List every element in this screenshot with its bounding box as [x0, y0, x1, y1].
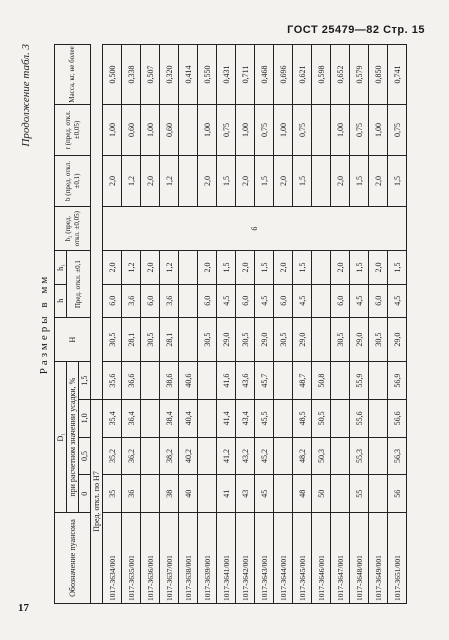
table-row — [350, 45, 369, 604]
cell-h1: 1,2 — [122, 251, 141, 284]
cell-d15: 43,6 — [236, 362, 255, 400]
cell-m: 0,579 — [350, 45, 369, 105]
cell-d15: 35,6 — [103, 362, 122, 400]
cell-h: 6,0 — [331, 284, 350, 317]
cell-d0: 43 — [236, 475, 255, 513]
cell-m: 0,621 — [293, 45, 312, 105]
col-h2: h₂ (пред. откл. ±0,05) — [55, 206, 91, 250]
table-row — [160, 45, 179, 604]
cell-d0: 50 — [312, 475, 331, 513]
cell-b: 2,0 — [331, 155, 350, 206]
cell-code: 1017-3636/001 — [141, 513, 160, 604]
cell-b: 1,5 — [293, 155, 312, 206]
col-r: r (пред. откл. ±0,05) — [55, 104, 91, 155]
cell-h1: 1,5 — [293, 251, 312, 284]
cell-d15: 55,9 — [350, 362, 369, 400]
cell-d10: 36,4 — [122, 399, 141, 437]
cell-d10 — [198, 399, 217, 437]
cell-h1: 1,5 — [255, 251, 274, 284]
cell-d0 — [331, 475, 350, 513]
cell-d0: 36 — [122, 475, 141, 513]
table-row — [255, 45, 274, 604]
cell-d05: 40,2 — [179, 437, 198, 475]
table-row — [388, 45, 407, 604]
cell-m: 0,507 — [141, 45, 160, 105]
cell-d05 — [274, 437, 293, 475]
cell-h1: 2,0 — [141, 251, 160, 284]
cell-d0: 41 — [217, 475, 236, 513]
col-d1: D₁ — [55, 362, 67, 513]
cell-h — [312, 284, 331, 317]
cell-b — [179, 155, 198, 206]
cell-r: 1,00 — [141, 104, 160, 155]
cell-code: 1017-3639/001 — [198, 513, 217, 604]
cell-h1 — [179, 251, 198, 284]
cell-m: 0,696 — [274, 45, 293, 105]
col-shrink: при расчетном значении усадки, % — [67, 362, 79, 513]
table-row — [198, 45, 217, 604]
cell-code: 1017-3638/001 — [179, 513, 198, 604]
cell-d15 — [141, 362, 160, 400]
cell-d05: 43,2 — [236, 437, 255, 475]
cell-code: 1017-3649/001 — [369, 513, 388, 604]
cell-code: 1017-3647/001 — [331, 513, 350, 604]
cell-H — [312, 317, 331, 361]
rotated-table-block — [20, 44, 428, 604]
cell-H: 30,5 — [331, 317, 350, 361]
table-row — [141, 45, 160, 604]
cell-h1 — [312, 251, 331, 284]
cell-h1: 1,5 — [350, 251, 369, 284]
cell-d10: 45,5 — [255, 399, 274, 437]
cell-d05: 45,2 — [255, 437, 274, 475]
table-body — [103, 45, 407, 604]
cell-d15 — [331, 362, 350, 400]
col-h: h — [55, 284, 67, 317]
cell-b: 1,5 — [255, 155, 274, 206]
cell-d05: 36,2 — [122, 437, 141, 475]
cell-d10: 56,6 — [388, 399, 407, 437]
cell-d05 — [369, 437, 388, 475]
cell-h1: 2,0 — [103, 251, 122, 284]
cell-h1: 1,5 — [388, 251, 407, 284]
col-shrink-15: 1,5 — [79, 362, 91, 400]
col-shrink-0: 0 — [79, 475, 91, 513]
cell-d10: 35,4 — [103, 399, 122, 437]
cell-r: 0,75 — [217, 104, 236, 155]
cell-r: 1,00 — [103, 104, 122, 155]
cell-b: 1,5 — [350, 155, 369, 206]
cell-d15: 56,9 — [388, 362, 407, 400]
cell-d15 — [274, 362, 293, 400]
table-row — [312, 45, 331, 604]
cell-d0 — [369, 475, 388, 513]
cell-b: 2,0 — [198, 155, 217, 206]
cell-r: 1,00 — [331, 104, 350, 155]
cell-H: 28,1 — [160, 317, 179, 361]
cell-r: 0,75 — [255, 104, 274, 155]
cell-d10 — [331, 399, 350, 437]
cell-H: 30,5 — [236, 317, 255, 361]
cell-d15: 41,6 — [217, 362, 236, 400]
table-row — [217, 45, 236, 604]
cell-d05 — [141, 437, 160, 475]
cell-code: 1017-3645/001 — [293, 513, 312, 604]
col-b: b (пред. откл. ±0,1) — [55, 155, 91, 206]
table-row — [274, 45, 293, 604]
cell-d10: 50,5 — [312, 399, 331, 437]
cell-h: 4,5 — [293, 284, 312, 317]
col-H: H — [55, 317, 91, 361]
cell-h1: 2,0 — [236, 251, 255, 284]
cell-r: 1,00 — [274, 104, 293, 155]
cell-H: 30,5 — [141, 317, 160, 361]
cell-d10 — [141, 399, 160, 437]
cell-b: 1,5 — [217, 155, 236, 206]
cell-h: 4,5 — [350, 284, 369, 317]
cell-d05 — [198, 437, 217, 475]
cell-h1: 1,2 — [160, 251, 179, 284]
cell-d10: 55,6 — [350, 399, 369, 437]
cell-h — [179, 284, 198, 317]
cell-m: 0,320 — [160, 45, 179, 105]
cell-H — [179, 317, 198, 361]
table-row — [369, 45, 388, 604]
table-row — [179, 45, 198, 604]
cell-H: 29,0 — [388, 317, 407, 361]
col-h1: h₁ — [55, 251, 67, 284]
dimensions-title: Размеры в мм — [38, 273, 50, 375]
cell-H: 28,1 — [122, 317, 141, 361]
cell-d0 — [198, 475, 217, 513]
cell-h: 3,6 — [122, 284, 141, 317]
col-h-tolerance: Пред. откл. ±0,1 — [67, 251, 91, 318]
cell-h1: 2,0 — [369, 251, 388, 284]
cell-d0 — [141, 475, 160, 513]
cell-d0 — [274, 475, 293, 513]
cell-d10 — [369, 399, 388, 437]
cell-h: 4,5 — [255, 284, 274, 317]
cell-r: 1,00 — [369, 104, 388, 155]
cell-H: 30,5 — [369, 317, 388, 361]
cell-d15: 36,6 — [122, 362, 141, 400]
cell-code: 1017-3637/001 — [160, 513, 179, 604]
col-shrink-05: 0,5 — [79, 437, 91, 475]
cell-d05: 56,3 — [388, 437, 407, 475]
cell-d10: 41,4 — [217, 399, 236, 437]
cell-d10: 43,4 — [236, 399, 255, 437]
cell-b: 1,2 — [122, 155, 141, 206]
cell-d05: 48,2 — [293, 437, 312, 475]
cell-r — [179, 104, 198, 155]
cell-b: 2,0 — [103, 155, 122, 206]
cell-h: 6,0 — [103, 284, 122, 317]
cell-m: 0,850 — [369, 45, 388, 105]
cell-r: 1,00 — [198, 104, 217, 155]
cell-d0: 40 — [179, 475, 198, 513]
cell-d0: 45 — [255, 475, 274, 513]
cell-h: 3,6 — [160, 284, 179, 317]
cell-code: 1017-3641/001 — [217, 513, 236, 604]
cell-d05: 41,2 — [217, 437, 236, 475]
cell-h: 6,0 — [141, 284, 160, 317]
cell-H: 29,0 — [217, 317, 236, 361]
cell-h: 4,5 — [388, 284, 407, 317]
cell-m: 0,741 — [388, 45, 407, 105]
table-row — [103, 45, 122, 604]
cell-code: 1017-3634/001 — [103, 513, 122, 604]
cell-d05: 38,2 — [160, 437, 179, 475]
cell-d0: 56 — [388, 475, 407, 513]
col-tolerance: Пред. откл. по Н7 — [91, 399, 103, 603]
cell-m: 0,414 — [179, 45, 198, 105]
cell-r: 0,75 — [293, 104, 312, 155]
cell-r: 0,60 — [160, 104, 179, 155]
cell-code: 1017-3648/001 — [350, 513, 369, 604]
cell-h1: 2,0 — [331, 251, 350, 284]
cell-H: 30,5 — [274, 317, 293, 361]
cell-r: 0,75 — [388, 104, 407, 155]
cell-code: 1017-3643/001 — [255, 513, 274, 604]
cell-m: 0,431 — [217, 45, 236, 105]
cell-H: 29,0 — [350, 317, 369, 361]
cell-d0: 55 — [350, 475, 369, 513]
cell-d05: 50,3 — [312, 437, 331, 475]
cell-h: 6,0 — [236, 284, 255, 317]
cell-d15: 45,7 — [255, 362, 274, 400]
cell-H: 29,0 — [293, 317, 312, 361]
cell-H: 30,5 — [198, 317, 217, 361]
cell-m: 0,550 — [198, 45, 217, 105]
cell-r — [312, 104, 331, 155]
cell-d05: 35,2 — [103, 437, 122, 475]
cell-m: 0,598 — [312, 45, 331, 105]
cell-h: 4,5 — [217, 284, 236, 317]
cell-code: 1017-3642/001 — [236, 513, 255, 604]
cell-d05 — [331, 437, 350, 475]
cell-b — [312, 155, 331, 206]
cell-d0: 48 — [293, 475, 312, 513]
cell-m: 0,468 — [255, 45, 274, 105]
cell-d15: 40,6 — [179, 362, 198, 400]
cell-code: 1017-3651/001 — [388, 513, 407, 604]
cell-d10: 38,4 — [160, 399, 179, 437]
cell-b: 2,0 — [141, 155, 160, 206]
cell-m: 0,500 — [103, 45, 122, 105]
table-row — [236, 45, 255, 604]
cell-d15 — [198, 362, 217, 400]
table-row — [331, 45, 350, 604]
cell-h1: 2,0 — [198, 251, 217, 284]
table-row — [293, 45, 312, 604]
cell-h1: 2,0 — [274, 251, 293, 284]
cell-d15 — [369, 362, 388, 400]
cell-d15: 38,6 — [160, 362, 179, 400]
cell-d10: 40,4 — [179, 399, 198, 437]
cell-h: 6,0 — [198, 284, 217, 317]
cell-h2: 6 — [103, 206, 407, 250]
cell-H: 30,5 — [103, 317, 122, 361]
cell-m: 0,338 — [122, 45, 141, 105]
cell-r: 1,00 — [236, 104, 255, 155]
cell-code: 1017-3644/001 — [274, 513, 293, 604]
page-number: 17 — [18, 602, 29, 614]
cell-H: 29,0 — [255, 317, 274, 361]
cell-h: 6,0 — [274, 284, 293, 317]
col-shrink-10: 1,0 — [79, 399, 91, 437]
cell-d0: 38 — [160, 475, 179, 513]
cell-b: 1,5 — [388, 155, 407, 206]
cell-r: 0,75 — [350, 104, 369, 155]
continuation-caption: Продолжение табл. 3 — [20, 44, 32, 147]
cell-code: 1017-3635/001 — [122, 513, 141, 604]
cell-r: 0,60 — [122, 104, 141, 155]
cell-code: 1017-3646/001 — [312, 513, 331, 604]
cell-d15: 48,7 — [293, 362, 312, 400]
cell-m: 0,711 — [236, 45, 255, 105]
cell-b: 2,0 — [274, 155, 293, 206]
cell-h1: 1,5 — [217, 251, 236, 284]
col-designation: Обозначение пуансона — [55, 513, 91, 604]
cell-d05: 55,3 — [350, 437, 369, 475]
cell-h: 6,0 — [369, 284, 388, 317]
cell-d15: 50,8 — [312, 362, 331, 400]
page-header: ГОСТ 25479—82 Стр. 15 — [287, 24, 425, 36]
cell-d0: 35 — [103, 475, 122, 513]
cell-d10 — [274, 399, 293, 437]
dimensions-table — [54, 44, 407, 604]
cell-b: 1,2 — [160, 155, 179, 206]
table-row — [122, 45, 141, 604]
cell-d10: 48,5 — [293, 399, 312, 437]
col-mass: Масса, кг, не более — [55, 45, 91, 105]
cell-b: 2,0 — [369, 155, 388, 206]
cell-m: 0,652 — [331, 45, 350, 105]
cell-b: 2,0 — [236, 155, 255, 206]
